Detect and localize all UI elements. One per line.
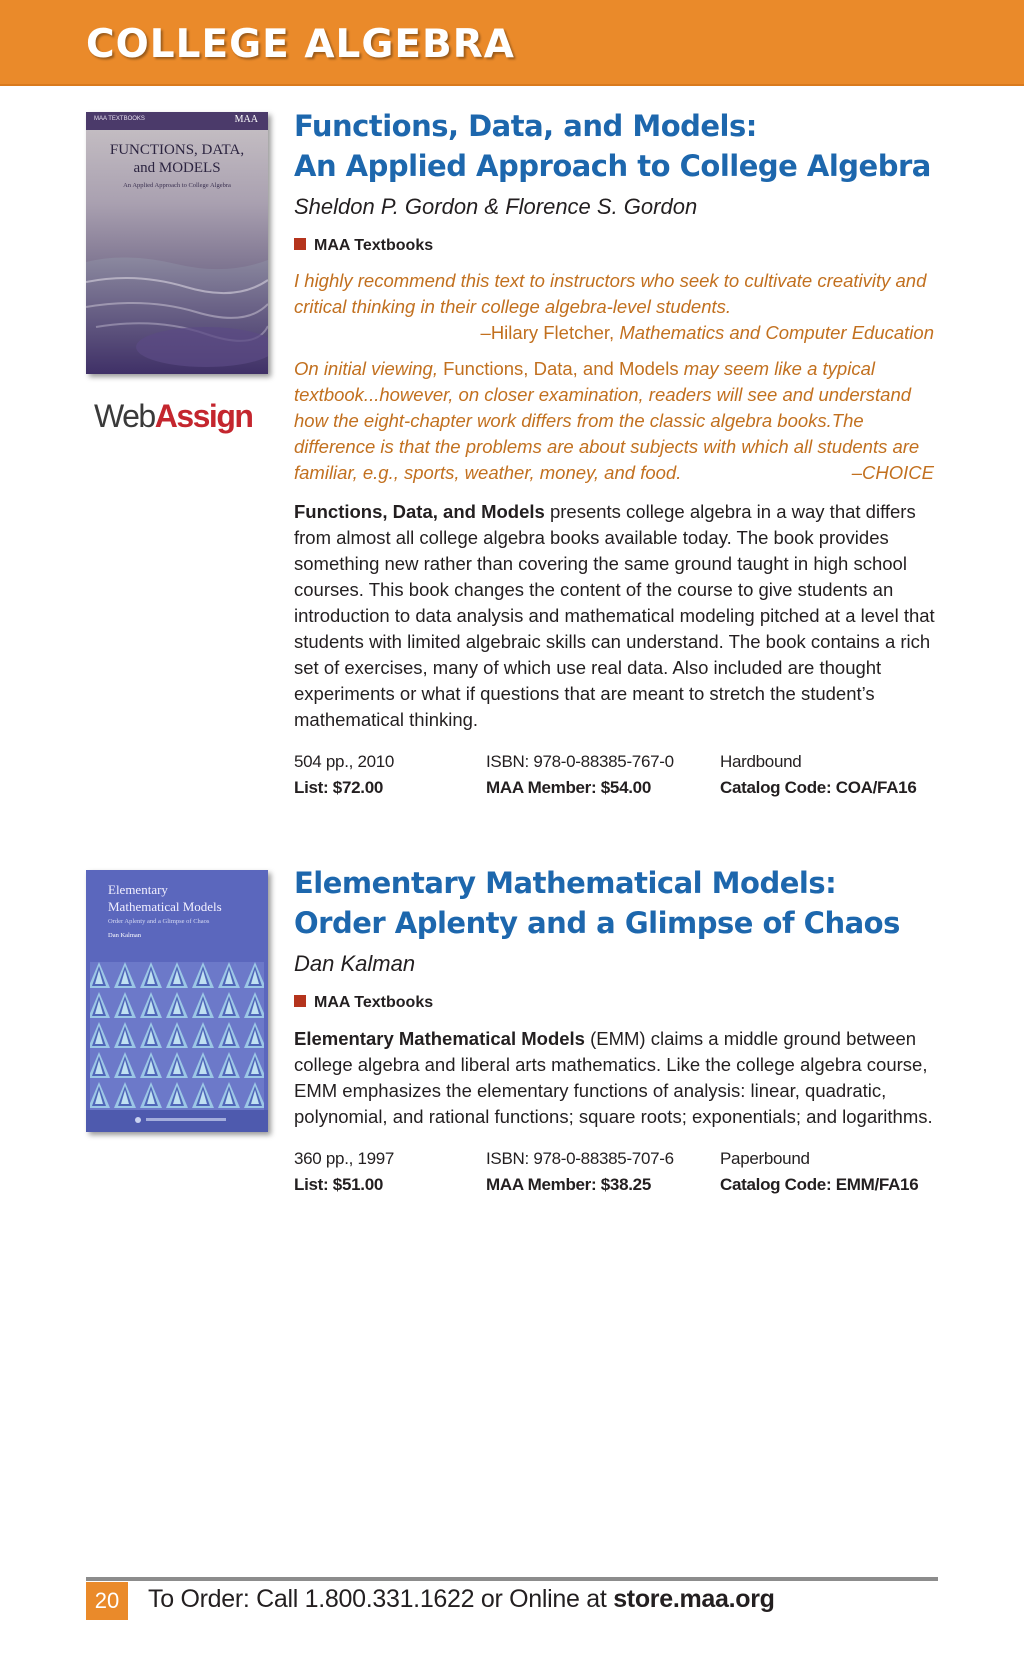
- review-quote-1: [294, 268, 934, 346]
- cover-maa-badge: MAA: [234, 114, 258, 125]
- member-price: MAA Member: $54.00: [486, 778, 651, 797]
- book-cover-functions-data-models: [86, 112, 268, 374]
- binding: Paperbound: [720, 1149, 810, 1168]
- isbn: ISBN: 978-0-88385-707-6: [486, 1149, 674, 1168]
- cover-title-line1: Elementary: [108, 882, 168, 897]
- pub-details-col1: [294, 749, 394, 801]
- cover-subtitle: An Applied Approach to College Algebra: [123, 182, 231, 189]
- cover-title-line1: FUNCTIONS, DATA,: [109, 142, 245, 158]
- cover-publisher-line: MAA TEXTBOOKS: [94, 116, 145, 122]
- book-author: Dan Kalman: [294, 951, 416, 976]
- book-title-line2: Order Aplenty and a Glimpse of Chaos: [294, 906, 900, 940]
- webassign-logo: WebAssign: [94, 398, 253, 434]
- description-title: Elementary Mathematical Models: [294, 1028, 585, 1049]
- member-price: MAA Member: $38.25: [486, 1175, 651, 1194]
- quote-text: may seem like a typical textbook...however, on closer examination, readers will see and understand how the eight-chapter work differs from the classic algebra books.The difference is that the problems are about subjects with which all students are familiar, e.g., sports, weather, money, and food.: [294, 358, 920, 483]
- book-description: [294, 499, 944, 733]
- series-bullet-icon: [294, 995, 306, 1007]
- cover-title-line2: and MODELS: [133, 160, 221, 176]
- pub-details-col2: [486, 1146, 674, 1198]
- cover-author: Dan Kalman: [108, 932, 142, 939]
- book-title-line1: Elementary Mathematical Models:: [294, 866, 837, 900]
- pub-details-col2: [486, 749, 674, 801]
- quote-text: I highly recommend this text to instructors who seek to cultivate creativity and critical thinking in their college algebra-level students.: [294, 270, 927, 317]
- series-label: MAA Textbooks: [294, 237, 433, 255]
- binding: Hardbound: [720, 752, 802, 771]
- store-link[interactable]: store.maa.org: [613, 1585, 775, 1613]
- list-price: List: $72.00: [294, 778, 384, 797]
- book-title: [294, 106, 931, 186]
- series-label: MAA Textbooks: [294, 994, 433, 1012]
- pages-year: 504 pp., 2010: [294, 752, 395, 771]
- book-author: Sheldon P. Gordon & Florence S. Gordon: [294, 194, 698, 219]
- footer-divider: [86, 1577, 938, 1581]
- order-text: To Order: Call 1.800.331.1622 or Online at: [148, 1585, 607, 1613]
- cover-title-line2: Mathematical Models: [108, 899, 222, 914]
- description-title: Functions, Data, and Models: [294, 501, 545, 522]
- quote-attribution: –CHOICE: [851, 462, 934, 483]
- quote-attribution: –Hilary Fletcher, Mathematics and Computer Education: [480, 322, 934, 343]
- book-title-line2: An Applied Approach to College Algebra: [294, 149, 931, 183]
- quote-title-ref: Functions, Data, and Models: [443, 358, 679, 379]
- quote-lead: On initial viewing,: [294, 358, 438, 379]
- list-price: List: $51.00: [294, 1175, 384, 1194]
- catalog-code: Catalog Code: EMM/FA16: [720, 1175, 919, 1194]
- book-description: [294, 1026, 944, 1130]
- series-bullet-icon: [294, 238, 306, 250]
- page-number: 20: [86, 1582, 128, 1620]
- order-info: [148, 1585, 775, 1614]
- pub-details-col1: [294, 1146, 394, 1198]
- section-header: [0, 0, 1024, 86]
- book-cover-elementary-math-models: [86, 870, 268, 1132]
- book-title: [294, 863, 900, 943]
- book-title-line1: Functions, Data, and Models:: [294, 109, 757, 143]
- catalog-code: Catalog Code: COA/FA16: [720, 778, 917, 797]
- pages-year: 360 pp., 1997: [294, 1149, 395, 1168]
- isbn: ISBN: 978-0-88385-767-0: [486, 752, 674, 771]
- description-text: presents college algebra in a way that differs from almost all college algebra books available today. The book provides something new rather than covering the same ground taught in high school courses. This book changes the content of the course to give students an introduction to data analysis and mathematical modeling pitched at a level that students with limited algebraic skills can understand. The book contains a rich set of exercises, many of which use real data. Also included are thought experiments or what if questions that are meant to stretch the student’s mathematical thinking.: [294, 501, 935, 730]
- section-title: COLLEGE ALGEBRA: [86, 22, 515, 67]
- pub-details-col3: [720, 749, 916, 801]
- pub-details-col3: [720, 1146, 918, 1198]
- review-quote-2: [294, 356, 934, 486]
- description-text: (EMM) claims a middle ground between college algebra and liberal arts mathematics. Like the college algebra course, EMM emphasizes the elementary functions of analysis: linear, quadratic, polynomial, and rational functions; square roots; exponentials; and logarithms.: [294, 1028, 933, 1127]
- cover-subtitle: Order Aplenty and a Glimpse of Chaos: [108, 918, 210, 925]
